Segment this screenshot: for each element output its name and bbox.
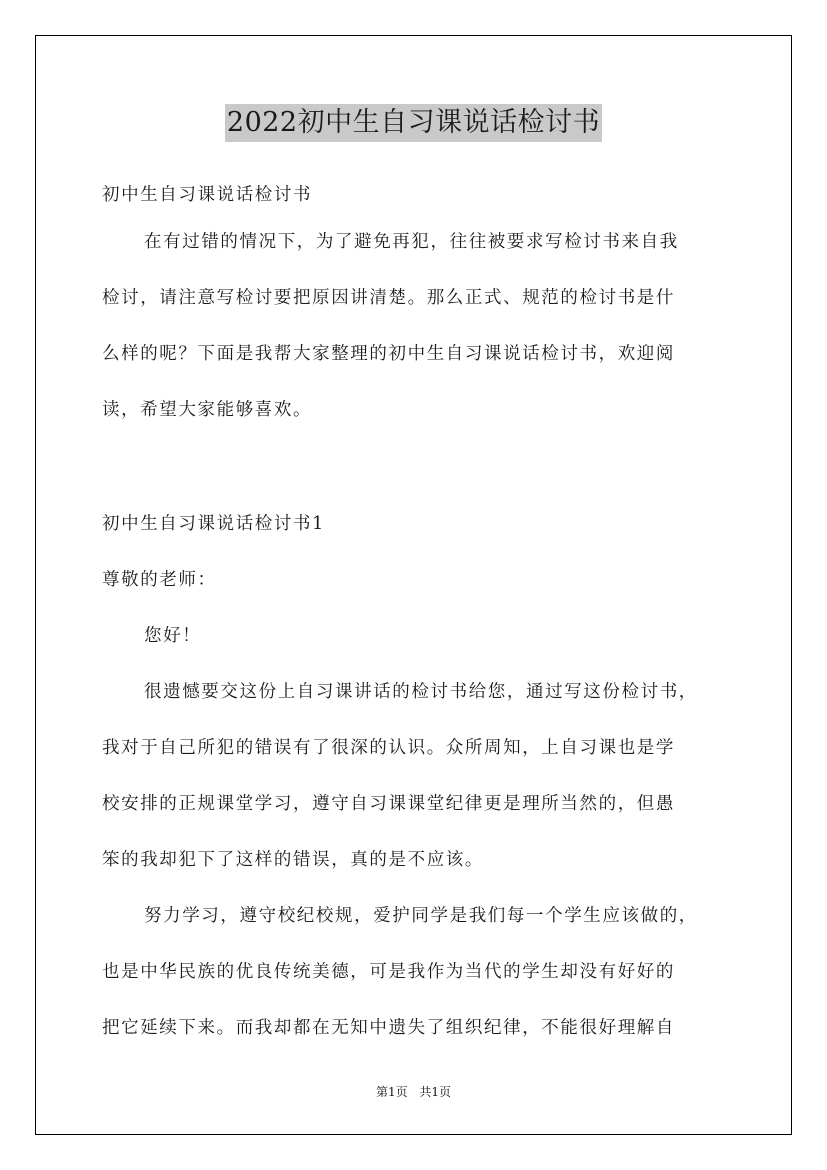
paragraph-line: 笨的我却犯下了这样的错误，真的是不应该。 xyxy=(102,850,484,870)
intro-line: 读，希望大家能够喜欢。 xyxy=(102,400,313,420)
salutation: 尊敬的老师： xyxy=(102,570,217,590)
intro-line: 在有过错的情况下，为了避免再犯，往往被要求写检讨书来自我 xyxy=(144,232,679,252)
paragraph-line: 努力学习，遵守校纪校规，爱护同学是我们每一个学生应该做的， xyxy=(144,906,698,926)
document-title: 2022初中生自习课说话检讨书 xyxy=(225,104,602,142)
page-footer xyxy=(0,1084,827,1100)
section-heading: 初中生自习课说话检讨书1 xyxy=(102,514,325,534)
page-total: 共1页 xyxy=(419,1085,452,1099)
paragraph-line: 我对于自己所犯的错误有了很深的认识。众所周知，上自习课也是学 xyxy=(102,738,675,758)
paragraph-line: 把它延续下来。而我却都在无知中遗失了组织纪律，不能很好理解自 xyxy=(102,1018,675,1038)
greeting: 您好！ xyxy=(144,626,202,646)
title-container xyxy=(0,104,827,142)
intro-heading: 初中生自习课说话检讨书 xyxy=(102,185,313,205)
paragraph-line: 校安排的正规课堂学习，遵守自习课课堂纪律更是理所当然的，但愚 xyxy=(102,794,675,814)
section-spacer xyxy=(102,438,730,496)
page-number: 第1页 xyxy=(375,1085,408,1099)
document-body xyxy=(102,176,730,1056)
paragraph-line: 很遗憾要交这份上自习课讲话的检讨书给您，通过写这份检讨书， xyxy=(144,682,698,702)
intro-line: 检讨，请注意写检讨要把原因讲清楚。那么正式、规范的检讨书是什 xyxy=(102,288,675,308)
intro-line: 么样的呢？下面是我帮大家整理的初中生自习课说话检讨书，欢迎阅 xyxy=(102,344,675,364)
paragraph-line: 也是中华民族的优良传统美德，可是我作为当代的学生却没有好好的 xyxy=(102,962,675,982)
